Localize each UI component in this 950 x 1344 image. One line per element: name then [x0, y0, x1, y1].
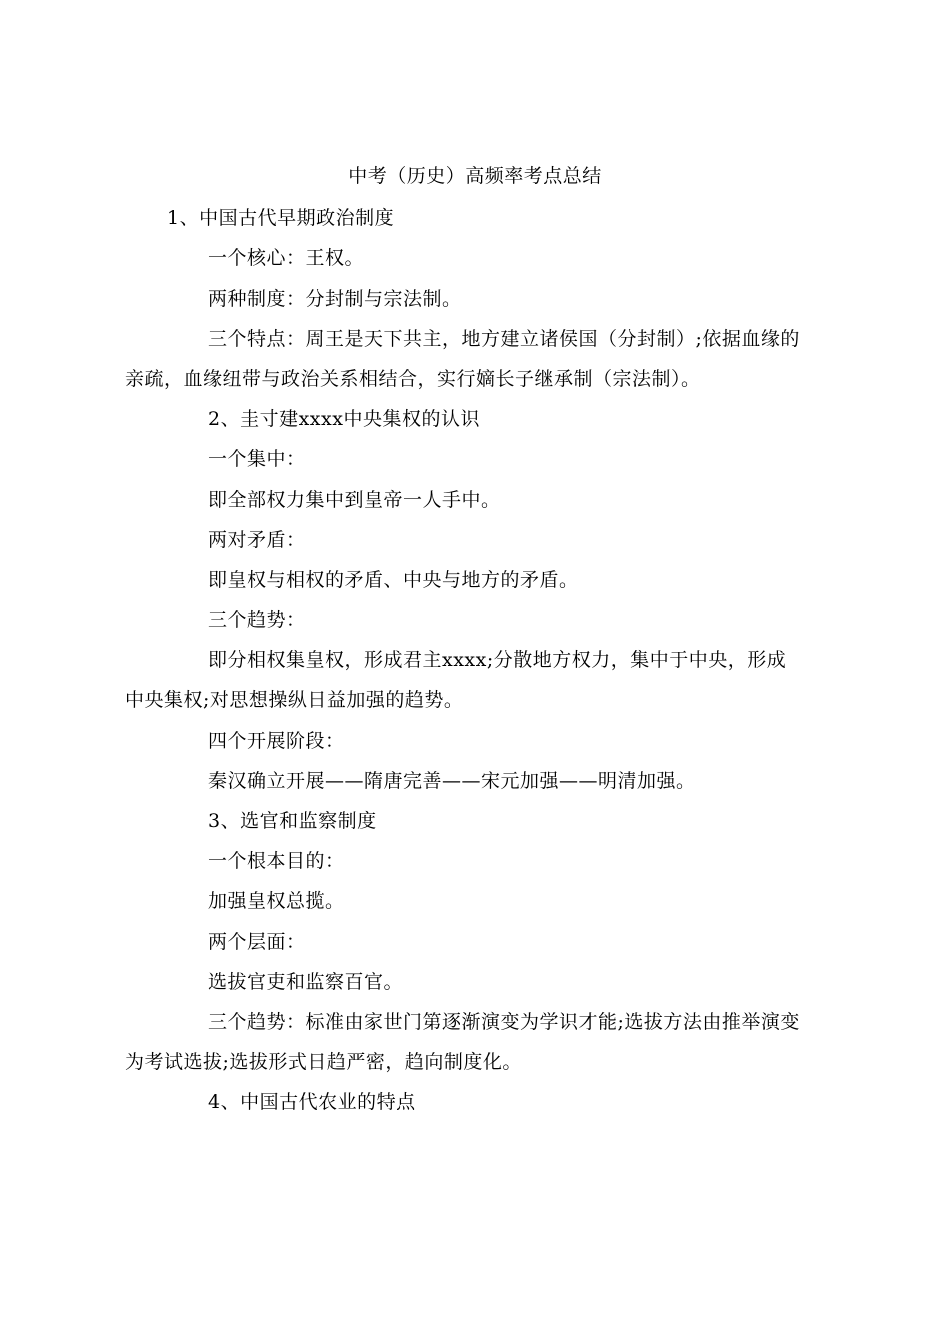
section-heading-4: 4、中国古代农业的特点 — [208, 1091, 416, 1113]
section-heading-1: 1、中国古代早期政治制度 — [167, 207, 395, 229]
paragraph-line: 一个核心：王权。 — [208, 247, 365, 269]
paragraph-line: 即全部权力集中到皇帝一人手中。 — [208, 489, 501, 511]
paragraph-line: 加强皇权总揽。 — [208, 890, 345, 912]
paragraph-line: 两对矛盾： — [208, 529, 306, 551]
paragraph-line: 一个集中： — [208, 448, 306, 470]
paragraph-line: 即皇权与相权的矛盾、中央与地方的矛盾。 — [208, 569, 579, 591]
section-heading-3: 3、选官和监察制度 — [208, 810, 377, 832]
paragraph-line: 为考试选拔;选拔形式日趋严密，趋向制度化。 — [125, 1051, 522, 1073]
paragraph-line: 秦汉确立开展——隋唐完善——宋元加强——明清加强。 — [208, 770, 696, 792]
paragraph-line: 亲疏，血缘纽带与政治关系相结合，实行嫡长子继承制（宗法制）。 — [125, 368, 701, 390]
paragraph-line: 一个根本目的： — [208, 850, 345, 872]
section-heading-2: 2、圭寸建xxxx中央集权的认识 — [208, 408, 480, 430]
page-title: 中考（历史）高频率考点总结 — [348, 165, 602, 187]
paragraph-line: 四个开展阶段： — [208, 730, 345, 752]
paragraph-line: 中央集权;对思想操纵日益加强的趋势。 — [125, 689, 464, 711]
paragraph-line: 即分相权集皇权，形成君主xxxx;分散地方权力，集中于中央，形成 — [208, 649, 787, 671]
paragraph-line: 两个层面： — [208, 931, 306, 953]
paragraph-line: 三个趋势：标准由家世门第逐渐演变为学识才能;选拔方法由推举演变 — [208, 1011, 800, 1033]
paragraph-line: 三个特点：周王是天下共主，地方建立诸侯国（分封制）;依据血缘的 — [208, 328, 800, 350]
paragraph-line: 三个趋势： — [208, 609, 306, 631]
paragraph-line: 选拔官吏和监察百官。 — [208, 971, 404, 993]
paragraph-line: 两种制度：分封制与宗法制。 — [208, 288, 462, 310]
